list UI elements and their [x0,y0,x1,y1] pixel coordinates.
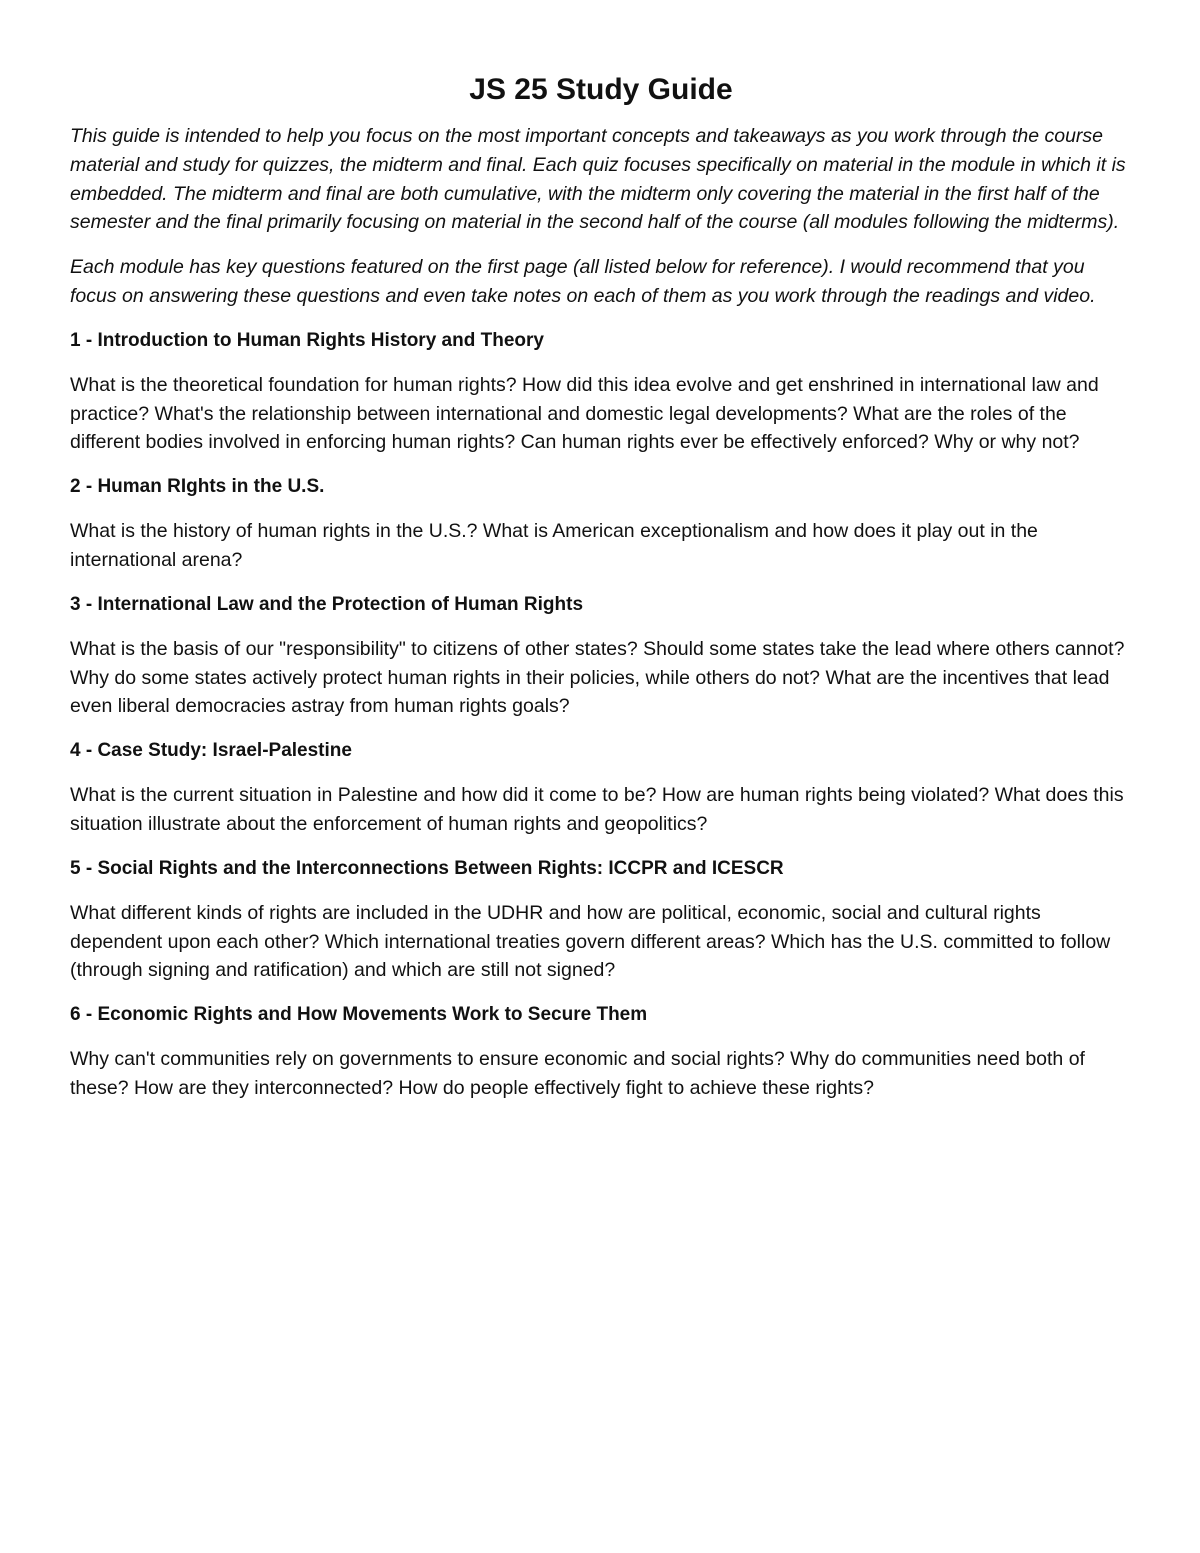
module-heading: 1 - Introduction to Human Rights History and Theory [70,329,544,351]
module-questions: What is the theoretical foundation for human rights? How did this idea evolve and get enshrined in international law and practice? What's the relationship between international and domestic legal developments? What are the roles of the different bodies involved in enforcing human rights? Can human rights ever be effectively enforced? Why or why not? [70,373,1099,454]
intro-paragraph: This guide is intended to help you focus on the most important concepts and takeaways as you work through the course material and study for quizzes, the midterm and final. Each quiz focuses specifically on material in the module in which it is embedded. The midterm and final are both cumulative, with the midterm only covering the material in the first half of the semester and the final primarily focusing on material in the second half of the course (all modules following the midterms). [70,125,1126,234]
module-heading: 4 - Case Study: Israel-Palestine [70,740,352,762]
module-heading: 2 - Human RIghts in the U.S. [70,476,325,498]
module-heading: 3 - International Law and the Protection of Human Rights [70,593,584,615]
module-section [70,855,1132,985]
module-heading: 6 - Economic Rights and How Movements Work to Secure Them [70,1004,648,1026]
intro-paragraph: Each module has key questions featured on the first page (all listed below for reference). I would recommend that you focus on answering these questions and even take notes on each of them as you work through the readings and video. [70,256,1096,307]
module-section [70,473,1132,575]
module-section [70,327,1132,457]
module-section [70,591,1132,721]
module-questions: What is the basis of our "responsibility" to citizens of other states? Should some states take the lead where others cannot? Why do some states actively protect human rights in their policies, while others do not? What are the incentives that lead even liberal democracies astray from human rights goals? [70,637,1125,718]
document-page [70,72,1132,1119]
module-questions: What different kinds of rights are included in the UDHR and how are political, economic, social and cultural rights dependent upon each other? Which international treaties govern different areas? Which has the U.S. committed to follow (through signing and ratification) and which are still not signed? [70,901,1111,982]
module-section [70,1001,1132,1103]
module-section [70,737,1132,839]
module-questions: What is the current situation in Palestine and how did it come to be? How are human rights being violated? What does this situation illustrate about the enforcement of human rights and geopolitics? [70,784,1124,835]
document-title: JS 25 Study Guide [469,73,733,106]
module-questions: What is the history of human rights in the U.S.? What is American exceptionalism and how does it play out in the international arena? [70,520,1038,571]
module-heading: 5 - Social Rights and the Interconnections Between Rights: ICCPR and ICESCR [70,857,784,879]
module-questions: Why can't communities rely on governments to ensure economic and social rights? Why do communities need both of these? How are they interconnected? How do people effectively fight to achieve these rights? [70,1048,1085,1099]
